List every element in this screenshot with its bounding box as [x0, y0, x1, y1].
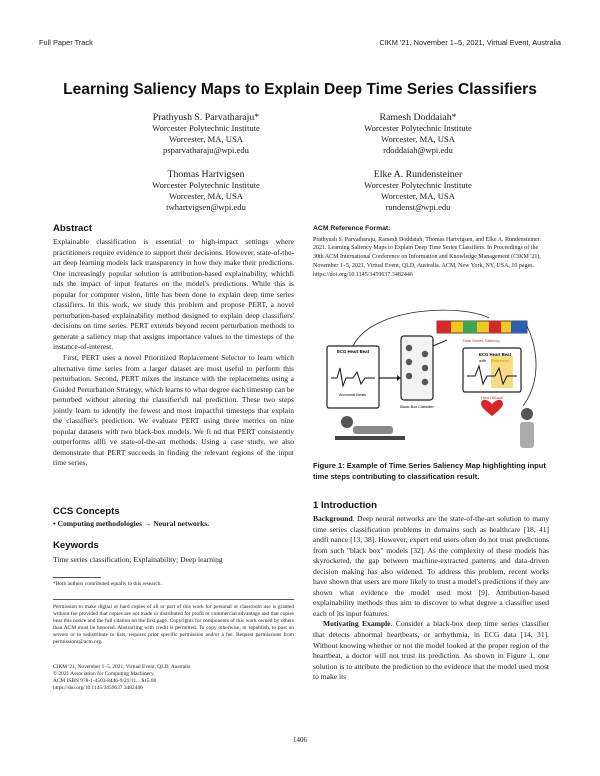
abstract-heading: Abstract [53, 223, 92, 234]
author-name: Prathyush S. Parvatharaju* [152, 112, 260, 123]
abstract-paragraph-1: Explainable classification is essential to high-impact settings where practitioners require evidence to support their decisions. However, state-of-the-art deep learning models lack transparency in how they make their predictions. One increasingly popular solution is attribution-based explainability, whichfi nds the impact of input features on the model's predictions. While this is popular for computer vision, little has been done to explain deep time series classifiers. In this work, we study this problem and propose PERT, a novel perturbation-based explainability method designed to explain deep classifiers' decisions on time series. PERT extends beyond recent perturbation methods to generate a saliency map that assigns importance values to the timesteps of the instance-of-interest. [53, 237, 294, 352]
author-location: Worcester, MA, USA [169, 134, 243, 144]
author-email: rundenst@wpi.edu [385, 202, 451, 212]
author-block-1 [111, 112, 301, 156]
reference-format-text: Prathyush S. Parvatharaju, Ramesh Doddaiah, Thomas Hartvigsen, and Elke A. Rundensteiner. 2021. Learning Saliency Maps to Explain Deep Time Series Classifiers. In Proceedings of the 30th ACM International Conference on Information and Knowledge Management (CIKM '21), November 1–5, 2021, Virtual Event, QLD, Australia. ACM, New York, NY, USA, 10 pages. https://doi.org/10.1145/3459637.3482446 [313, 236, 541, 278]
author-affiliation: Worcester Polytechnic Institute [364, 180, 472, 190]
saliency-label: Time Series Saliency [462, 338, 500, 343]
author-block-2 [323, 112, 513, 156]
author-location: Worcester, MA, USA [381, 191, 455, 201]
author-location: Worcester, MA, USA [381, 134, 455, 144]
author-block-4 [323, 169, 513, 213]
patient-body [353, 426, 393, 434]
copyright-owner: © 2021 Association for Computing Machinery. [53, 671, 155, 678]
author-email: psparvatharaju@wpi.edu [163, 145, 249, 155]
permission-rule [53, 599, 294, 600]
author-email: rdoddaiah@wpi.edu [383, 145, 453, 155]
intro-lead-motivating: Motivating Example [323, 619, 391, 629]
keywords-text: Time series classification; Explainability; Deep learning [53, 555, 223, 564]
author-affiliation: Worcester Polytechnic Institute [364, 123, 472, 133]
intro-paragraph-2 [313, 619, 549, 682]
ccs-text: • Computing methodologies → Neural networks. [53, 519, 210, 528]
intro-lead-background: Background [313, 514, 353, 523]
footnote-rule [53, 577, 101, 578]
patient-head [341, 416, 353, 428]
copyright-conference: CIKM '21, November 1–5, 2021, Virtual Event, QLD, Australia [53, 664, 191, 670]
saliency-segment-red [437, 321, 451, 333]
copyright-isbn: ACM ISBN 978-1-4503-8446-9/21/11... $15.00 [53, 678, 157, 685]
running-header-venue: CIKM '21, November 1–5, 2021, Virtual Event, Australia [379, 38, 561, 47]
intro-text-background: . Deep neural networks are the state-of-the-art solution to many time series classification problems in domains such as healthcare [18, 41] andfi nance [13, 38]. However, expert end users often do not trust predictions from such "black box" models [32]. As the complexity of these models has skyrocketed, the gap between machine-extracted patterns and data-driven decision making has also widened. To address this problem, recent works have shown that users are more likely to trust a model's predictions if they are shown what evidence the model used most [9]. Attribution-based explainability methods thus aim to discover to what degree a classifier used each of its input features. [313, 514, 549, 618]
arrow-head [397, 375, 401, 381]
heart-attack-label: Heart Attack [481, 395, 503, 400]
introduction-body [313, 514, 549, 683]
doctor-body [520, 422, 534, 448]
permission-notice: Permission to make digital or hard copies of all or part of this work for personal or classroom use is granted without fee provided that copies are not made or distributed for profit or commercial advantage and that copies bear this notice and the full citation on the first page. Copyrights for components of this work owned by others than ACM must be honored. Abstracting with credit is permitted. To copy otherwise, or republish, to post on servers or to redistribute to lists, requires prior specific permission and/or a fee. Request permissions from permissions@acm.org. [53, 604, 294, 646]
patient-bed [335, 436, 405, 440]
author-name: Thomas Hartvigsen [167, 169, 245, 180]
page-number: 1406 [293, 736, 307, 744]
arc-right [523, 326, 536, 406]
author-affiliation: Worcester Polytechnic Institute [152, 180, 260, 190]
intro-paragraph-1 [313, 514, 549, 619]
doctor-head [521, 408, 533, 420]
reference-format-label: ACM Reference Format: [313, 225, 391, 232]
author-location: Worcester, MA, USA [169, 191, 243, 201]
keywords-heading: Keywords [53, 540, 99, 551]
heart-icon [481, 400, 503, 416]
ccs-heading: CCS Concepts [53, 506, 120, 517]
author-email: twhartvigsen@wpi.edu [166, 202, 246, 212]
footnote: *Both authors contributed equally to this research. [53, 581, 162, 587]
introduction-heading: 1 Introduction [313, 500, 377, 511]
author-affiliation: Worcester Polytechnic Institute [152, 123, 260, 133]
abstract-body [53, 237, 294, 469]
arrow-to-saliency [433, 340, 447, 346]
reference-format [313, 225, 549, 279]
blackbox-label: Black-Box Classifier [400, 405, 434, 409]
figure-1-caption: Figure 1: Example of Time Series Saliency Map highlighting input time steps contributing to classification result. [313, 461, 546, 481]
saliency-segment-red-2 [489, 321, 501, 333]
saliency-segment-green [463, 321, 477, 333]
saliency-segment-blue [511, 321, 527, 333]
ecg-left-label: ECG Heart Beat [337, 349, 369, 354]
intro-text-motivating: . Consider a black-box deep time series classifier that detects abnormal heartbeats, or arrhythmia, in ECG data [14, 31]. Without knowing whether or not the model looked at the proper region of the heartbeat, a doctor will not trust its prediction. As shown in Figure 1, one solution is to attribute the prediction to the evidence that the model used most to make its [313, 619, 549, 682]
author-block-3 [111, 169, 301, 213]
blackbox-classifier [401, 336, 433, 400]
ecg-right-label: ECG Heart Beat [479, 352, 511, 357]
running-header-track: Full Paper Track [39, 38, 93, 47]
figure-1-illustration [313, 296, 549, 461]
copyright-block [53, 664, 294, 692]
with-label: with [479, 358, 487, 363]
copyright-doi: https://doi.org/10.1145/3459637.3482446 [53, 685, 143, 692]
author-name: Elke A. Rundensteiner [373, 169, 463, 180]
ecg-left-box [327, 346, 379, 408]
abnormal-beats-label: Abnormal Beats [339, 393, 367, 397]
abstract-paragraph-2: First, PERT uses a novel Prioritized Replacement Selector to learn which alternative time series from a larger dataset are most useful to perform this perturbation. Second, PERT mixes the instance with the replacements using a Guided Perturbation Strategy, which learns to what degree each timestep can be perturbed without altering the classifier'sfi nal prediction. These two steps jointly learn to identify the fewest and most impactful timesteps that explain the classifier's prediction. We evaluate PERT using three metrics on nine popular datasets with two black-box models. We fi nd that PERT consistently outperforms allfi ve state-of-the-art methods. Using a case study, we also demonstrate that PERT succeeds in finding the relevant regions of the input time series. [53, 353, 294, 468]
author-name: Ramesh Doddaiah* [379, 112, 457, 123]
evidence-label: Evidence [491, 358, 509, 363]
paper-title: Learning Saliency Maps to Explain Deep Time Series Classifiers [63, 81, 537, 98]
